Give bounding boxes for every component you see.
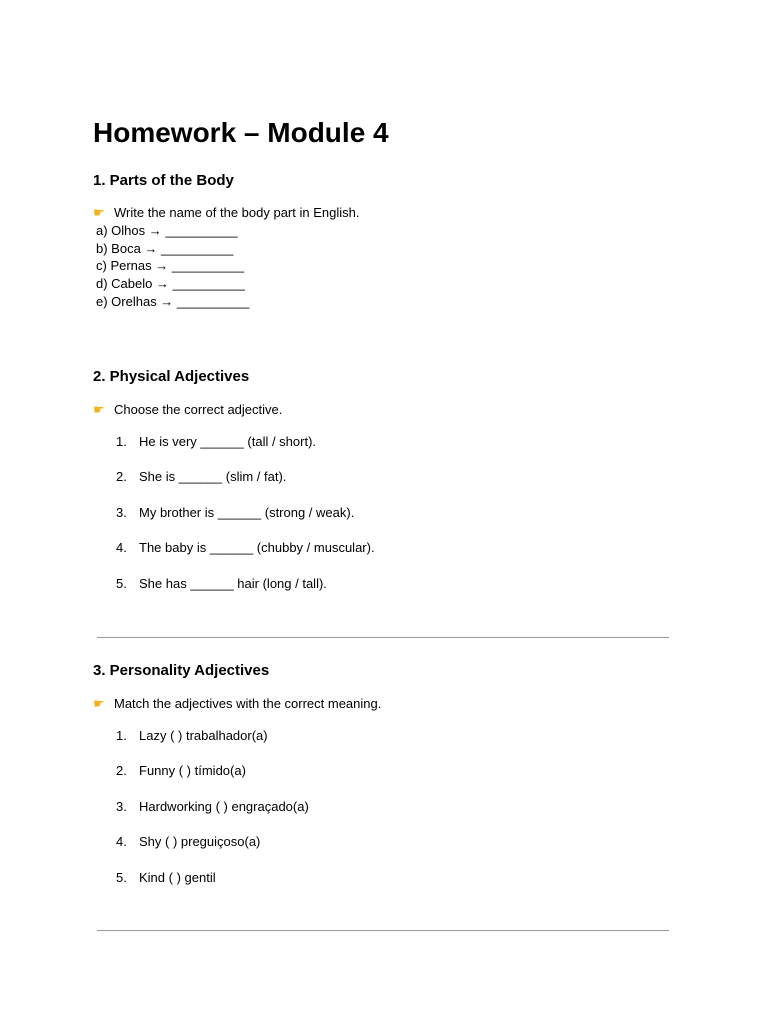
item-number: 4. [116, 834, 127, 850]
list-item [116, 833, 309, 868]
pointing-hand-icon: ☛ [93, 696, 105, 711]
section-divider [97, 930, 669, 931]
list-item [116, 468, 375, 503]
list-item [116, 762, 309, 797]
list-item: a) Olhos → __________ [96, 223, 238, 238]
list-item [116, 504, 375, 539]
section-1-heading: 1. Parts of the Body [93, 172, 234, 189]
section-3-heading: 3. Personality Adjectives [93, 662, 270, 679]
list-item [116, 869, 309, 904]
list-item: b) Boca → __________ [96, 240, 234, 256]
item-number: 5. [116, 869, 127, 885]
item-number: 4. [116, 540, 127, 556]
list-item [116, 575, 375, 610]
section-1-list [96, 222, 249, 310]
list-item [116, 433, 375, 468]
section-2-heading: 2. Physical Adjectives [93, 368, 250, 385]
section-3-list [116, 727, 309, 904]
list-item [116, 539, 375, 574]
item-text: Shy ( ) preguiçoso(a) [139, 834, 261, 850]
list-item: e) Orelhas → __________ [96, 293, 250, 309]
item-text: Hardworking ( ) engraçado(a) [139, 798, 309, 814]
list-item [116, 798, 309, 833]
pointing-hand-icon: ☛ [93, 205, 105, 220]
section-1-instruction [93, 204, 359, 222]
item-text: My brother is ______ (strong / weak). [139, 504, 355, 520]
section-3-instruction [93, 695, 381, 713]
section-2-instruction [93, 401, 282, 419]
pointing-hand-icon: ☛ [93, 402, 105, 417]
page-title: Homework – Module 4 [93, 117, 389, 148]
item-text: Kind ( ) gentil [139, 869, 216, 885]
list-item: d) Cabelo → __________ [96, 276, 245, 292]
item-number: 3. [116, 798, 127, 814]
item-number: 2. [116, 763, 127, 779]
list-item [116, 727, 309, 762]
item-number: 3. [116, 504, 127, 520]
section-2-instruction-text: Choose the correct adjective. [114, 402, 283, 417]
section-2-list [116, 433, 375, 610]
item-text: Funny ( ) tímido(a) [139, 763, 246, 779]
item-number: 1. [116, 728, 127, 743]
item-text: The baby is ______ (chubby / muscular). [139, 540, 375, 556]
section-3-instruction-text: Match the adjectives with the correct meaning. [114, 696, 382, 711]
item-text: She has ______ hair (long / tall). [139, 575, 327, 591]
item-text: He is very ______ (tall / short). [139, 434, 317, 449]
item-number: 1. [116, 434, 127, 449]
list-item: c) Pernas → __________ [96, 258, 245, 274]
item-text: She is ______ (slim / fat). [139, 469, 287, 485]
section-1-instruction-text: Write the name of the body part in English. [114, 205, 360, 220]
item-number: 5. [116, 575, 127, 591]
section-divider [97, 637, 669, 638]
item-number: 2. [116, 469, 127, 485]
item-text: Lazy ( ) trabalhador(a) [139, 728, 268, 743]
